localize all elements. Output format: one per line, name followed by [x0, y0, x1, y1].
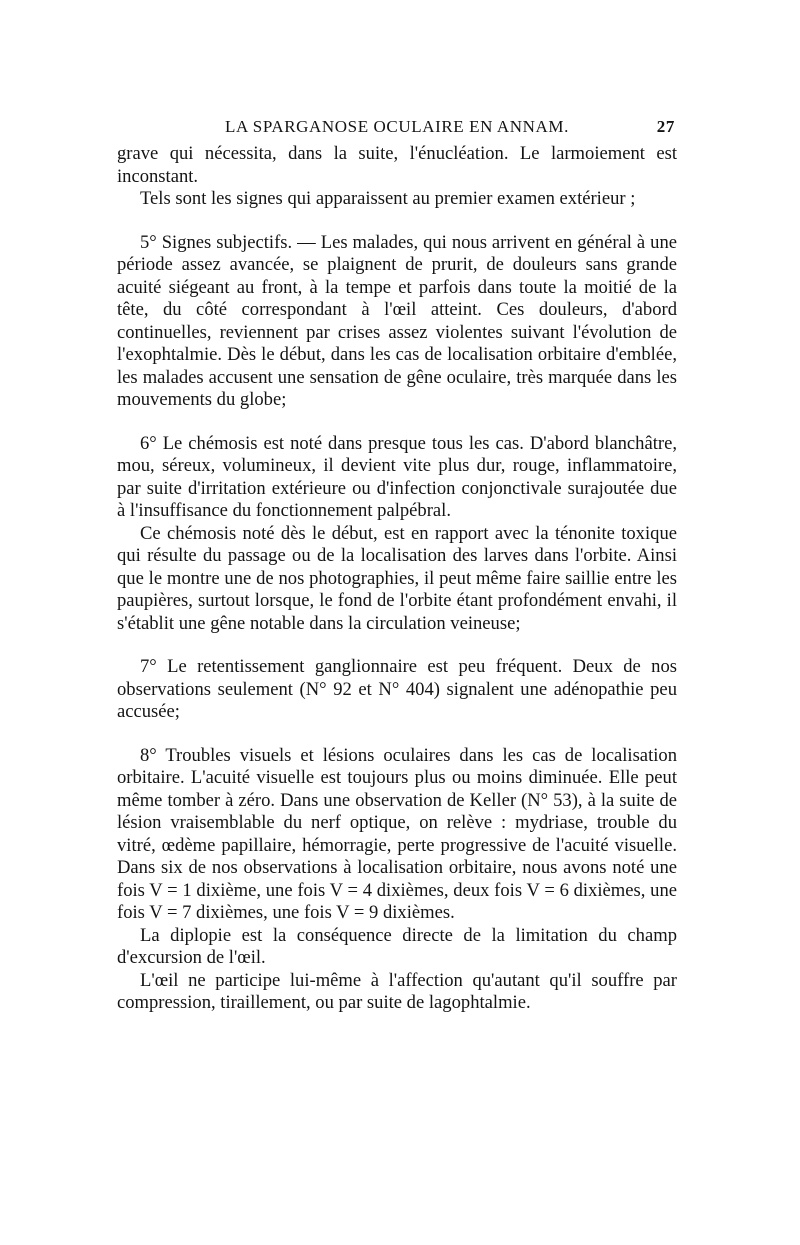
paragraph-visual-troubles: 8° Troubles visuels et lésions oculaires dans les cas de localisation orbitaire. L'acuité visuelle est toujours plus ou moins diminuée. Elle peut même tomber à zéro. Dans une observation de Keller (N° 53), à la suite de lésion vraisemblable du nerf optique, on relève : mydriase, trouble du vitré, œdème papillaire, hémorragie, perte progressive de l'acuité visuelle. Dans six de nos observations à localisation orbitaire, nous avons noté une fois V = 1 dixième, une fois V = 4 dixièmes, deux fois V = 6 dixièmes, une fois V = 7 dixièmes, une fois V = 9 dixièmes. [117, 744, 677, 923]
paragraph-chemosis-tenonitis: Ce chémosis noté dès le début, est en rapport avec la ténonite toxique qui résulte du passage ou de la localisation des larves dans l'orbite. Ainsi que le montre une de nos photographies, il peut même faire saillie entre les paupières, surtout lorsque, le fond de l'orbite étant profondément envahi, il s'établit une gêne notable dans la circulation veineuse; [117, 522, 677, 634]
book-page [117, 117, 677, 1015]
paragraph-signs-summary: Tels sont les signes qui apparaissent au premier examen extérieur ; [140, 188, 636, 209]
page-number: 27 [656, 117, 675, 136]
paragraph-subjective-signs: 5° Signes subjectifs. — Les malades, qui nous arrivent en général à une période assez avancée, se plaignent de prurit, de douleurs sans grande acuité siégeant au front, à la tempe et parfois dans toute la moitié de la tête, du côté correspondant à l'œil atteint. Ces douleurs, d'abord continuelles, reviennent par crises assez violentes suivant l'évolution de l'exophtalmie. Dès le début, dans les cas de localisation orbitaire d'emblée, les malades accusent une sensation de gêne oculaire, très marquée dans les mouvements du globe; [117, 231, 677, 410]
paragraph-eye-participation: L'œil ne participe lui-même à l'affection qu'autant qu'il souffre par compression, tiraillement, ou par suite de lagophtalmie. [117, 969, 677, 1013]
paragraph-chemosis: 6° Le chémosis est noté dans presque tous les cas. D'abord blanchâtre, mou, séreux, volumineux, il devient vite plus dur, rouge, inflammatoire, par suite d'irritation extérieure ou d'infection conjonctivale surajoutée due à l'insuffisance du fonctionnement palpébral. [117, 432, 677, 521]
paragraph-ganglionic: 7° Le retentissement ganglionnaire est peu fréquent. Deux de nos observations seulement (N° 92 et N° 404) signalent une adénopathie peu accusée; [117, 656, 677, 722]
paragraph-continuation: grave qui nécessita, dans la suite, l'énucléation. Le larmoiement est inconstant. [117, 143, 677, 187]
running-title: LA SPARGANOSE OCULAIRE EN ANNAM. [225, 117, 569, 136]
paragraph-diplopia: La diplopie est la conséquence directe de la limitation du champ d'excursion de l'œil. [117, 924, 677, 968]
running-head [117, 117, 677, 143]
